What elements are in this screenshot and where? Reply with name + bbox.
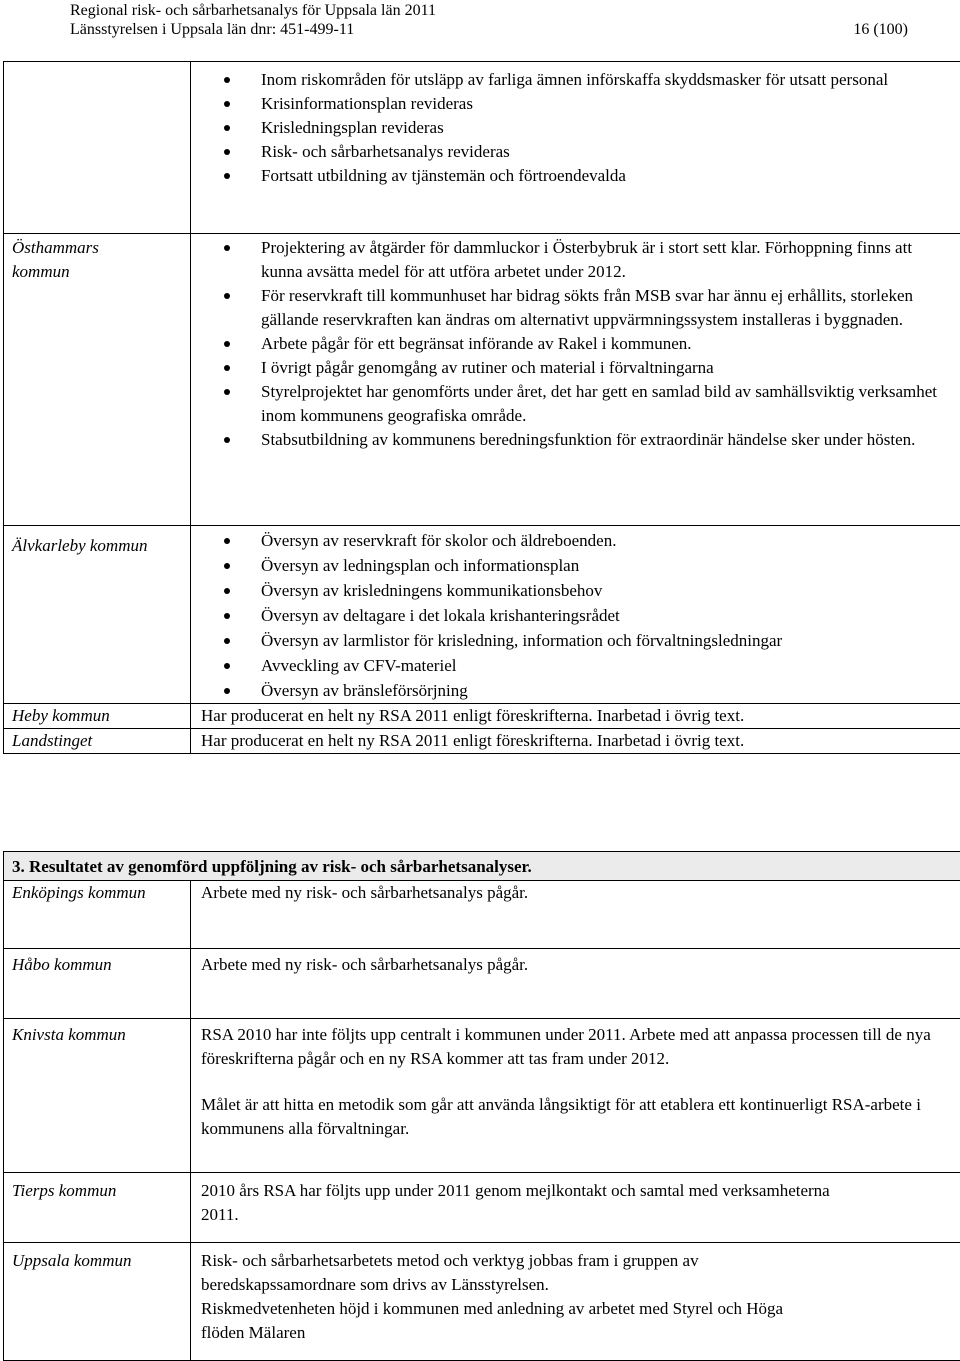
document-title: Regional risk- och sårbarhetsanalys för Uppsala län 2011 <box>70 0 436 21</box>
row-label-landstinget: Landstinget <box>4 729 191 754</box>
bullet-list <box>191 234 960 452</box>
page-number: 16 (100) <box>853 19 908 40</box>
row-content <box>191 949 960 1019</box>
list-item: Översyn av ledningsplan och informationsplan <box>261 554 960 578</box>
document-reference: Länsstyrelsen i Uppsala län dnr: 451-499-11 <box>70 19 354 40</box>
section-title: 3. Resultatet av genomförd uppföljning av risk- och sårbarhetsanalyser. <box>4 852 960 881</box>
row-label-heby: Heby kommun <box>4 704 191 729</box>
paragraph: 2010 års RSA har följts upp under 2011 genom mejlkontakt och samtal med verksamheterna 2011. <box>201 1179 841 1227</box>
list-item: Översyn av deltagare i det lokala krishanteringsrådet <box>261 604 960 628</box>
row-label-tierp: Tierps kommun <box>4 1173 191 1243</box>
paragraph: Arbete med ny risk- och sårbarhetsanalys pågår. <box>201 881 960 905</box>
bullet-list <box>191 62 960 188</box>
list-item: Krisledningsplan revideras <box>261 116 960 140</box>
list-item: Översyn av bränsleförsörjning <box>261 679 960 703</box>
row-content <box>191 881 960 949</box>
row-label-habo: Håbo kommun <box>4 949 191 1019</box>
list-item: Arbete pågår för ett begränsat införande av Rakel i kommunen. <box>261 332 947 356</box>
row-content <box>191 1173 960 1243</box>
table-row <box>4 949 960 1019</box>
row-content: Har producerat en helt ny RSA 2011 enligt föreskrifterna. Inarbetad i övrig text. <box>191 729 960 754</box>
list-item: Avveckling av CFV-materiel <box>261 654 960 678</box>
list-item: Inom riskområden för utsläpp av farliga ämnen införskaffa skyddsmasker för utsatt personal <box>261 68 960 92</box>
row-content: Har producerat en helt ny RSA 2011 enligt föreskrifterna. Inarbetad i övrig text. <box>191 704 960 729</box>
list-item: I övrigt pågår genomgång av rutiner och material i förvaltningarna <box>261 356 947 380</box>
paragraph: Arbete med ny risk- och sårbarhetsanalys pågår. <box>201 953 960 977</box>
row-content <box>191 526 960 704</box>
table-row <box>4 1173 960 1243</box>
list-item: Stabsutbildning av kommunens beredningsfunktion för extraordinär händelse sker under hösten. <box>261 428 947 452</box>
paragraph: Målet är att hitta en metodik som går att använda långsiktigt för att etablera ett kontinuerligt RSA-arbete i kommunens alla förvaltningar. <box>201 1093 951 1141</box>
follow-up-table <box>3 851 960 1361</box>
row-label-enkoping: Enköpings kommun <box>4 881 191 949</box>
table-row <box>4 234 960 526</box>
row-label-osthammar: Östhammars kommun <box>4 234 191 526</box>
table-row <box>4 526 960 704</box>
list-item: Krisinformationsplan revideras <box>261 92 960 116</box>
row-label-uppsala: Uppsala kommun <box>4 1243 191 1361</box>
paragraph: RSA 2010 har inte följts upp centralt i kommunen under 2011. Arbete med att anpassa processen till de nya föreskrifterna pågår och en ny RSA kommer att tas fram under 2012. <box>201 1023 951 1071</box>
section-heading-row <box>4 852 960 881</box>
list-item: Fortsatt utbildning av tjänstemän och förtroendevalda <box>261 164 960 188</box>
table-row <box>4 729 960 754</box>
row-content <box>191 234 960 526</box>
table-row <box>4 1243 960 1361</box>
list-item: Översyn av reservkraft för skolor och äldreboenden. <box>261 529 960 553</box>
list-item: Styrelprojektet har genomförts under året, det har gett en samlad bild av samhällsviktig verksamhet inom kommunens geografiska område. <box>261 380 947 428</box>
paragraph: Risk- och sårbarhetsarbetets metod och verktyg jobbas fram i gruppen av beredskapssamordnare som drivs av Länsstyrelsen. <box>201 1249 811 1297</box>
row-content <box>191 62 960 234</box>
row-label <box>4 62 191 234</box>
table-row <box>4 881 960 949</box>
row-label-alvkarleby: Älvkarleby kommun <box>4 526 191 704</box>
row-label-knivsta: Knivsta kommun <box>4 1019 191 1173</box>
table-row <box>4 704 960 729</box>
measures-table <box>3 61 960 754</box>
table-row <box>4 62 960 234</box>
row-content <box>191 1243 960 1361</box>
list-item: Översyn av larmlistor för krisledning, information och förvaltningsledningar <box>261 629 960 653</box>
paragraph: Riskmedvetenheten höjd i kommunen med anledning av arbetet med Styrel och Höga flöden Mälaren <box>201 1297 811 1345</box>
list-item: För reservkraft till kommunhuset har bidrag sökts från MSB svar har ännu ej erhållits, storleken gällande reservkraften kan ändras om alternativt uppvärmningssystem installeras i byggnaden. <box>261 284 947 332</box>
table-row <box>4 1019 960 1173</box>
list-item: Risk- och sårbarhetsanalys revideras <box>261 140 960 164</box>
list-item: Översyn av krisledningens kommunikationsbehov <box>261 579 960 603</box>
row-content <box>191 1019 960 1173</box>
bullet-list <box>191 526 960 703</box>
list-item: Projektering av åtgärder för dammluckor i Österbybruk är i stort sett klar. Förhoppning finns att kunna avsätta medel för att utföra arbetet under 2012. <box>261 236 947 284</box>
